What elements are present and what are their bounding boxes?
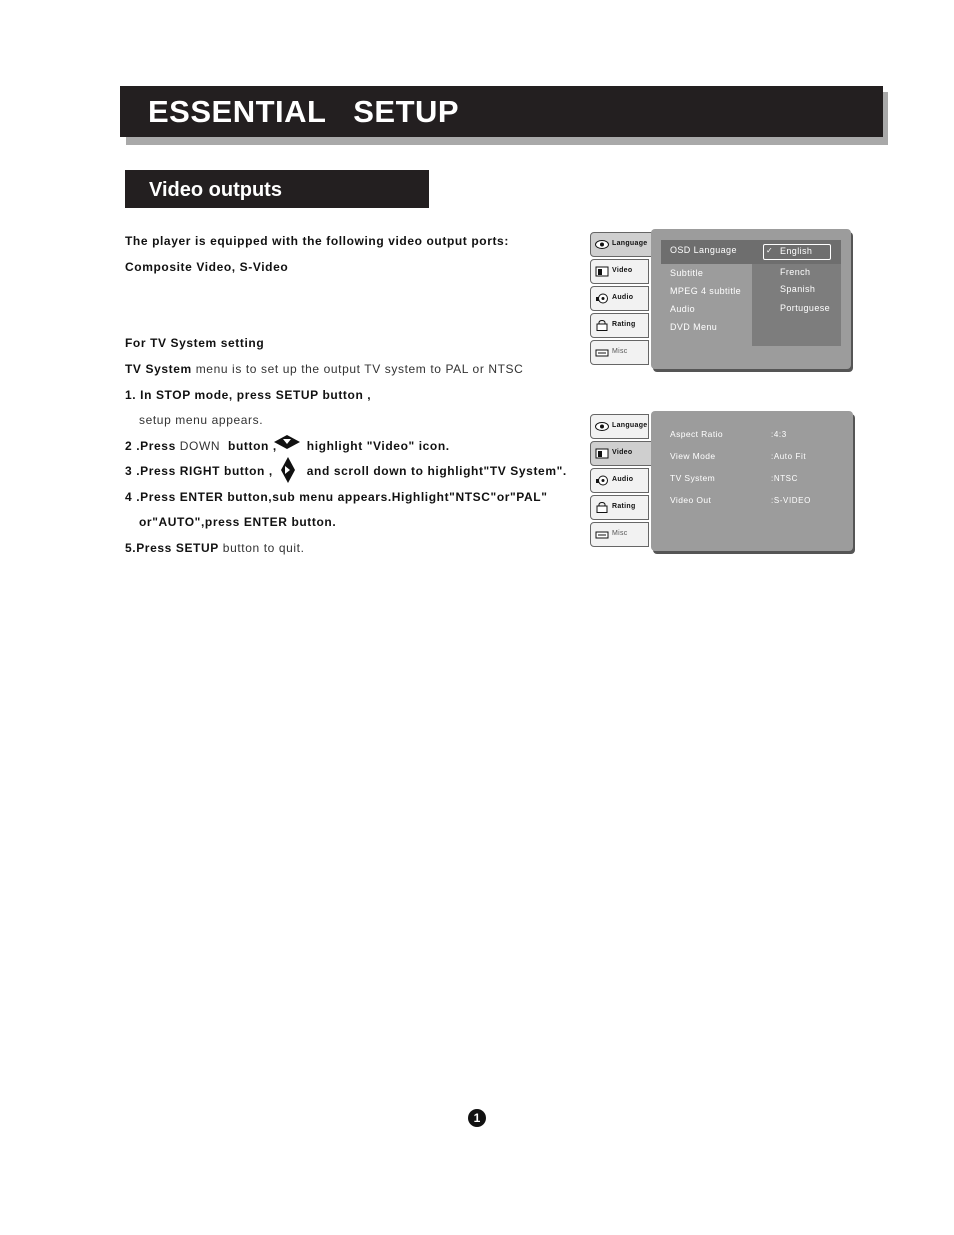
rating-icon bbox=[595, 502, 609, 513]
option-english: English bbox=[780, 246, 813, 256]
tab-rating[interactable] bbox=[590, 495, 649, 520]
ports-text bbox=[125, 260, 288, 274]
tab-language[interactable] bbox=[590, 414, 649, 439]
menu-item-aspect-ratio[interactable]: Aspect Ratio bbox=[670, 429, 723, 439]
value-video-out: :S-VIDEO bbox=[771, 496, 811, 505]
misc-icon bbox=[595, 347, 609, 358]
tab-audio-label: Audio bbox=[612, 294, 634, 301]
ports-line: Composite Video, S-Video bbox=[125, 260, 289, 274]
page-number: 1 bbox=[468, 1109, 486, 1127]
osd-panel bbox=[651, 411, 853, 551]
step-5-b: button to quit. bbox=[218, 541, 305, 555]
step-3 bbox=[125, 464, 567, 478]
tab-video-label: Video bbox=[612, 267, 633, 274]
tv-system-heading bbox=[125, 336, 264, 350]
tv-system-desc-text: menu is to set up the output TV system to PAL or NTSC bbox=[191, 362, 524, 376]
tv-system-label: TV System bbox=[125, 362, 192, 376]
language-icon bbox=[595, 421, 609, 432]
section-header bbox=[125, 170, 429, 208]
tab-video-label: Video bbox=[612, 449, 633, 456]
step-1-cont-text: setup menu appears. bbox=[139, 413, 264, 427]
tab-audio-label: Audio bbox=[612, 476, 634, 483]
intro-text bbox=[125, 234, 509, 248]
step-3-b: and scroll down to highlight"TV System". bbox=[302, 464, 567, 478]
audio-icon bbox=[595, 293, 609, 304]
step-1-text: 1. In STOP mode, press SETUP button , bbox=[125, 388, 372, 402]
tab-misc-label: Misc bbox=[612, 530, 628, 537]
osd-language-menu bbox=[590, 229, 855, 373]
option-french[interactable]: French bbox=[780, 267, 811, 277]
step-2-d: highlight "Video" icon. bbox=[302, 439, 450, 453]
menu-item-video-out[interactable]: Video Out bbox=[670, 495, 712, 505]
language-icon bbox=[595, 239, 609, 250]
audio-icon bbox=[595, 475, 609, 486]
step-1-cont bbox=[139, 413, 263, 427]
step-5-a: 5.Press SETUP bbox=[125, 541, 219, 555]
step-4-cont bbox=[139, 515, 336, 529]
menu-item-mpeg4-subtitle[interactable]: MPEG 4 subtitle bbox=[670, 286, 742, 296]
value-aspect-ratio: :4:3 bbox=[771, 430, 787, 439]
header-banner bbox=[120, 86, 883, 137]
step-3-a: 3 .Press RIGHT button , bbox=[125, 464, 273, 478]
osd-panel bbox=[651, 229, 851, 369]
tab-misc[interactable] bbox=[590, 522, 649, 547]
video-icon bbox=[595, 448, 609, 459]
page-title: ESSENTIAL SETUP bbox=[148, 94, 460, 129]
step-4 bbox=[125, 490, 548, 504]
step-5 bbox=[125, 541, 305, 555]
tab-language-label: Language bbox=[612, 240, 648, 247]
tab-rating[interactable] bbox=[590, 313, 649, 338]
rating-icon bbox=[595, 320, 609, 331]
menu-item-subtitle[interactable]: Subtitle bbox=[670, 268, 704, 278]
right-arrow-icon bbox=[280, 456, 296, 484]
check-icon: ✓ bbox=[766, 246, 774, 255]
option-spanish[interactable]: Spanish bbox=[780, 284, 816, 294]
osd-video-menu bbox=[590, 411, 855, 555]
menu-item-tv-system[interactable]: TV System bbox=[670, 473, 716, 483]
tab-video[interactable] bbox=[590, 441, 652, 466]
video-icon bbox=[595, 266, 609, 277]
misc-icon bbox=[595, 529, 609, 540]
tab-misc-label: Misc bbox=[612, 348, 628, 355]
tab-language[interactable] bbox=[590, 232, 652, 257]
tab-misc[interactable] bbox=[590, 340, 649, 365]
option-portuguese[interactable]: Portuguese bbox=[780, 303, 831, 313]
intro-line: The player is equipped with the following video output ports: bbox=[125, 234, 509, 248]
section-title: Video outputs bbox=[149, 179, 282, 201]
tab-audio[interactable] bbox=[590, 286, 649, 311]
value-tv-system: :NTSC bbox=[771, 474, 798, 483]
step-2-c: button , bbox=[220, 439, 277, 453]
tab-audio[interactable] bbox=[590, 468, 649, 493]
tab-language-label: Language bbox=[612, 422, 648, 429]
value-view-mode: :Auto Fit bbox=[771, 452, 807, 461]
tv-system-heading-text: For TV System setting bbox=[125, 336, 265, 350]
tab-rating-label: Rating bbox=[612, 503, 636, 510]
menu-item-view-mode[interactable]: View Mode bbox=[670, 451, 716, 461]
option-english-box[interactable] bbox=[763, 244, 831, 260]
tab-rating-label: Rating bbox=[612, 321, 636, 328]
step-2-a: 2 .Press bbox=[125, 439, 180, 453]
tab-video[interactable] bbox=[590, 259, 649, 284]
down-arrow-icon bbox=[273, 434, 301, 450]
menu-item-audio[interactable]: Audio bbox=[670, 304, 696, 314]
step-1 bbox=[125, 388, 371, 402]
step-4-cont-text: or"AUTO",press ENTER button. bbox=[139, 515, 337, 529]
step-2-down: DOWN bbox=[179, 439, 221, 453]
step-4-text: 4 .Press ENTER button,sub menu appears.Highlight"NTSC"or"PAL" bbox=[125, 490, 548, 504]
menu-item-dvd-menu[interactable]: DVD Menu bbox=[670, 322, 718, 332]
menu-item-osd-language[interactable]: OSD Language bbox=[670, 245, 737, 255]
tv-system-desc bbox=[125, 362, 523, 376]
